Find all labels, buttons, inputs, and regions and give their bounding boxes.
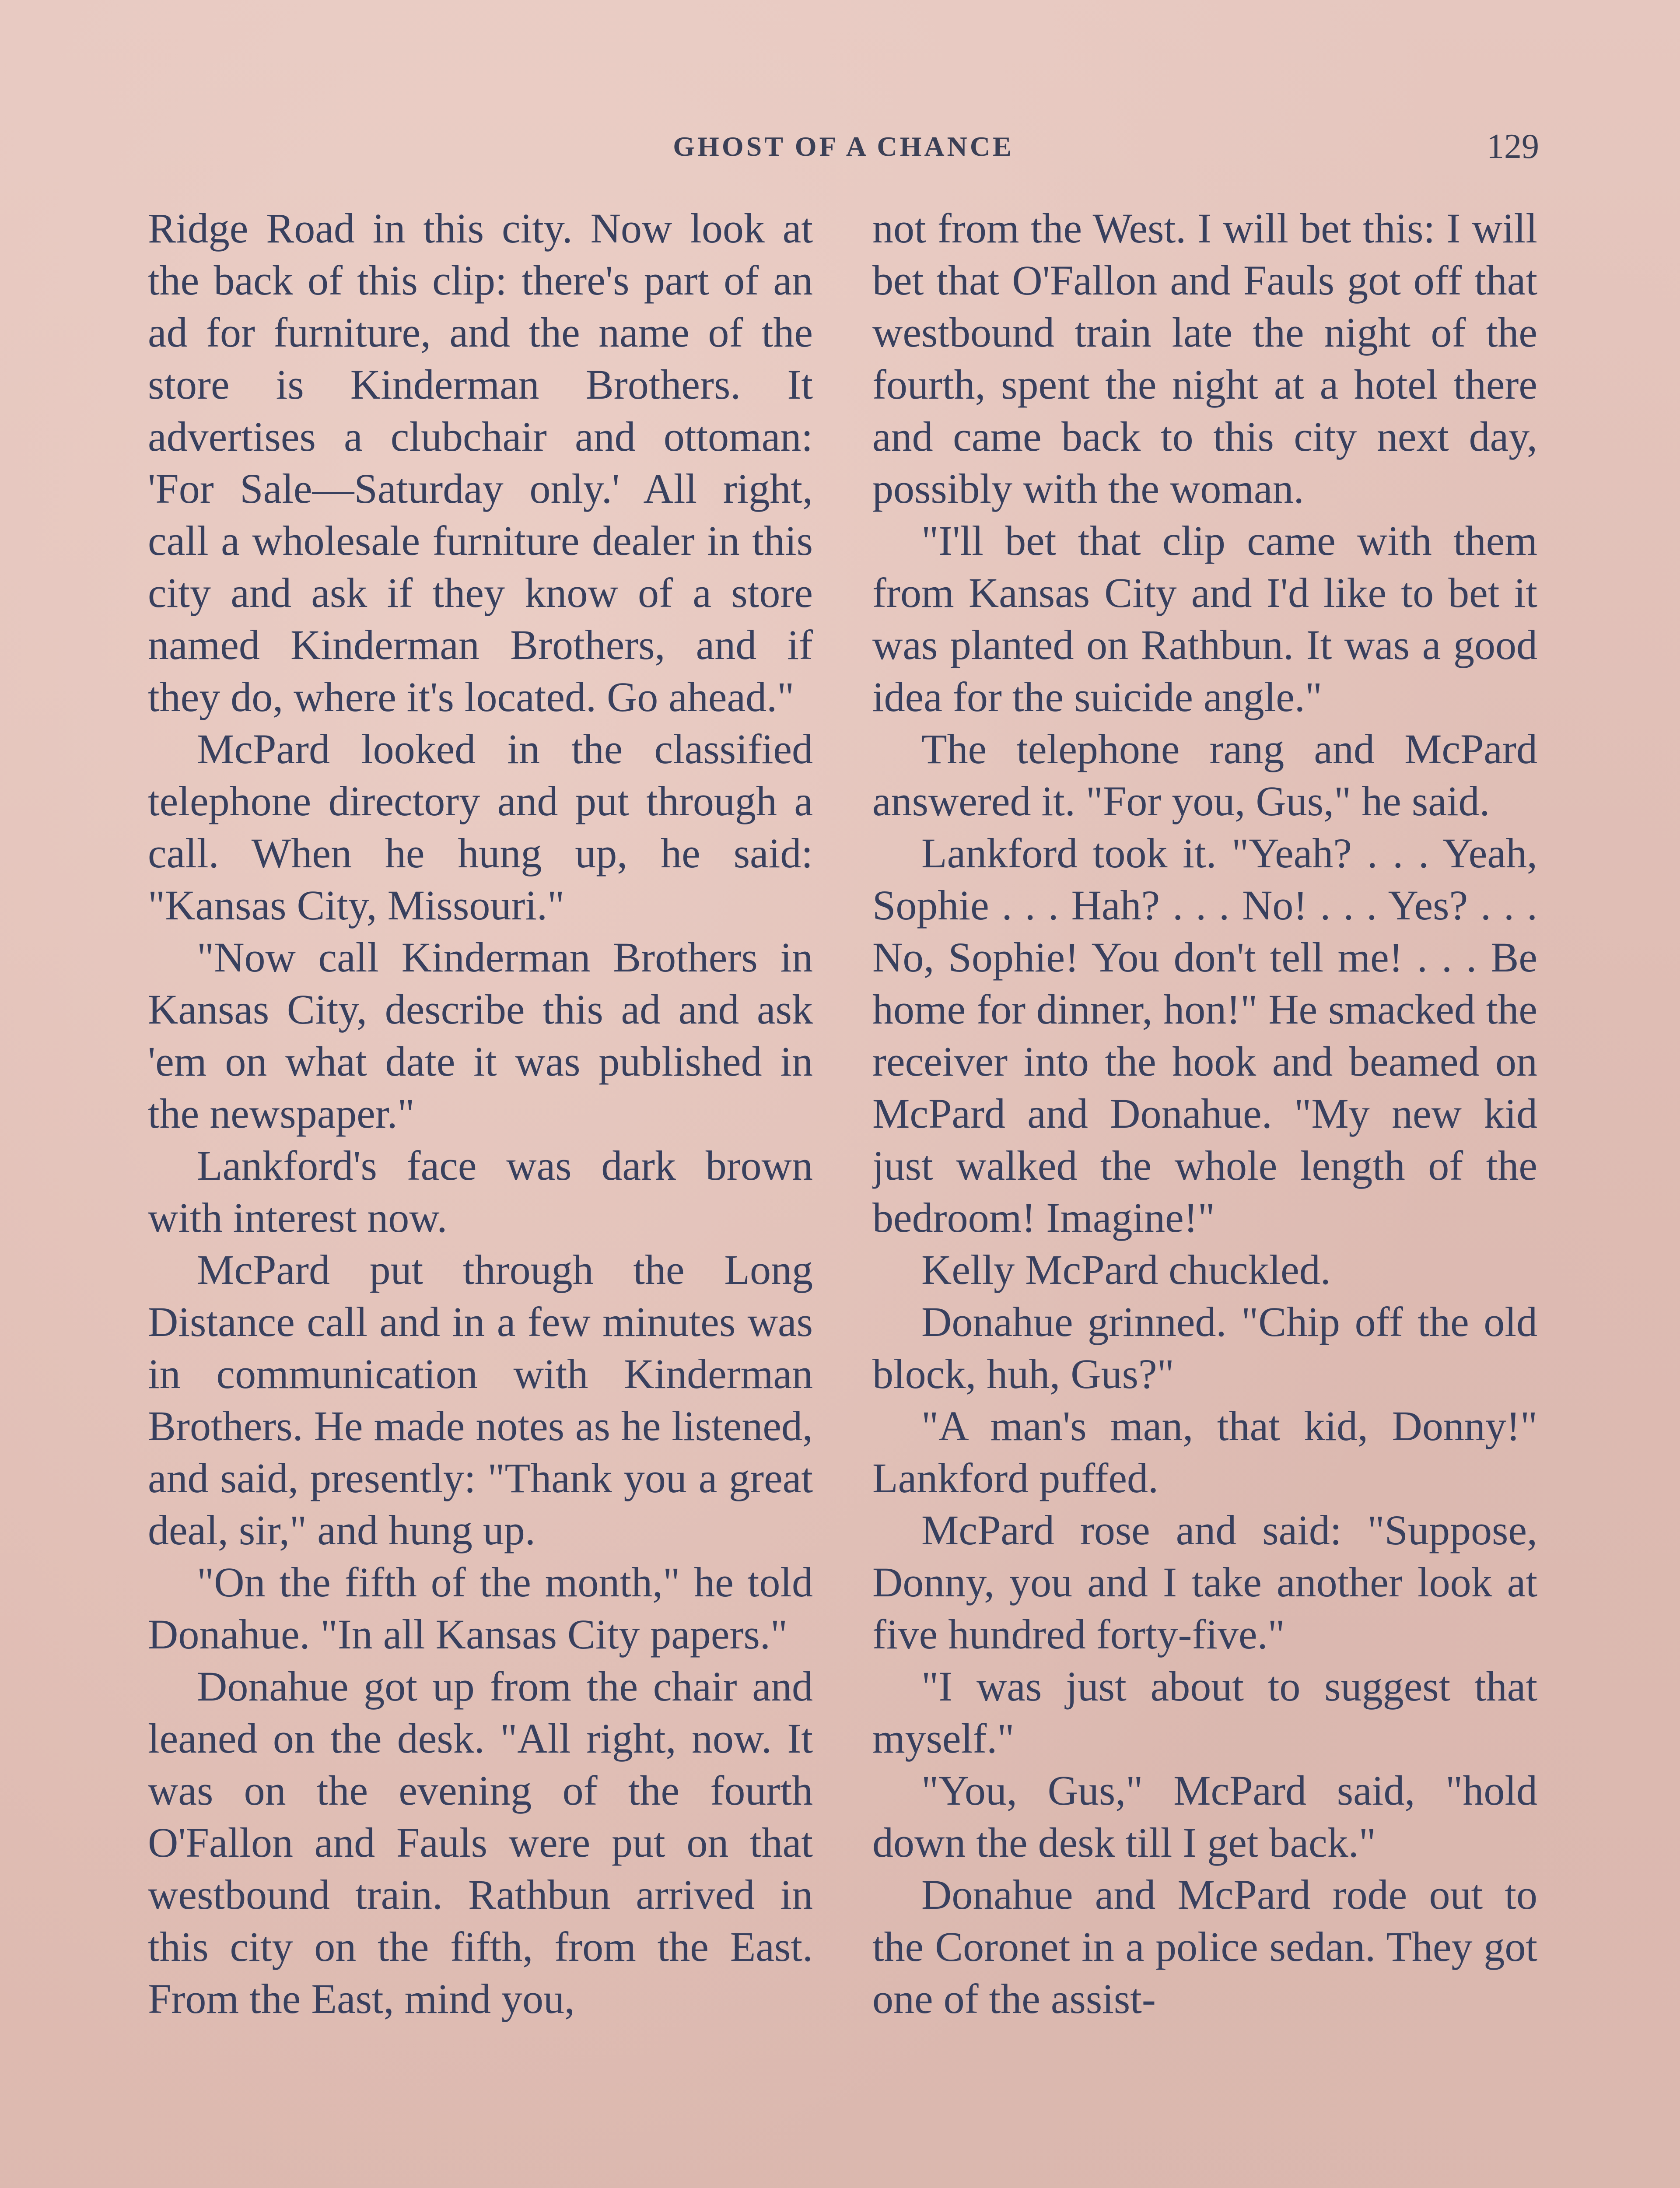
page-header xyxy=(148,127,1539,179)
page-number: 129 xyxy=(1487,127,1539,166)
paragraph: McPard put through the Long Distance call and in a few minutes was in communication with Kinderman Brothers. He made notes as he listened, and said, presently: "Thank you a great deal, sir," and hung up. xyxy=(148,1246,813,1553)
running-title: GHOST OF A CHANCE xyxy=(673,131,1014,162)
paragraph: "You, Gus," McPard said, "hold down the desk till I get back." xyxy=(872,1767,1537,1866)
paragraph: "On the fifth of the month," he told Donahue. "In all Kansas City papers." xyxy=(148,1559,813,1658)
paragraph: The telephone rang and McPard answered it. "For you, Gus," he said. xyxy=(872,726,1537,824)
paragraph: not from the West. I will bet this: I will bet that O'Fallon and Fauls got off that westbound train late the night of the fourth, spent the night at a hotel there and came back to this city next day, possibly with the woman. xyxy=(872,205,1537,512)
left-text-column xyxy=(148,202,813,2188)
paragraph: "A man's man, that kid, Donny!" Lankford puffed. xyxy=(872,1403,1537,1501)
paragraph: Ridge Road in this city. Now look at the back of this clip: there's part of an ad for furniture, and the name of the store is Kinderman Brothers. It advertises a clubchair and ottoman: 'For Sale—Saturday only.' All right, call a wholesale furniture dealer in this city and ask if they know of a store named Kinderman Brothers, and if they do, where it's located. Go ahead." xyxy=(148,205,813,720)
paragraph: McPard rose and said: "Suppose, Donny, you and I take another look at five hundred forty-five." xyxy=(872,1507,1537,1658)
right-text-column xyxy=(872,202,1537,2188)
paragraph: "Now call Kinderman Brothers in Kansas City, describe this ad and ask 'em on what date it was published in the newspaper." xyxy=(148,934,813,1137)
paragraph: Lankford took it. "Yeah? . . . Yeah, Sophie . . . Hah? . . . No! . . . Yes? . . . No, Sophie! You don't tell me! . . . Be home for dinner, hon!" He smacked the receiver into the hook and beamed on McPard and Donahue. "My new kid just walked the whole length of the bedroom! Imagine!" xyxy=(872,830,1537,1241)
paragraph: Donahue grinned. "Chip off the old block, huh, Gus?" xyxy=(872,1298,1537,1397)
paragraph: Donahue got up from the chair and leaned on the desk. "All right, now. It was on the evening of the fourth O'Fallon and Fauls were put on that westbound train. Rathbun arrived in this city on the fifth, from the East. From the East, mind you, xyxy=(148,1663,813,2022)
paragraph: McPard looked in the classified telephone directory and put through a call. When he hung up, he said: "Kansas City, Missouri." xyxy=(148,726,813,929)
paragraph: Kelly McPard chuckled. xyxy=(921,1246,1331,1293)
paragraph: "I'll bet that clip came with them from Kansas City and I'd like to bet it was planted on Rathbun. It was a good idea for the suicide angle." xyxy=(872,517,1537,720)
paragraph: "I was just about to suggest that myself." xyxy=(872,1663,1537,1762)
paragraph: Donahue and McPard rode out to the Coronet in a police sedan. They got one of the assist- xyxy=(872,1871,1537,2022)
paragraph: Lankford's face was dark brown with interest now. xyxy=(148,1142,813,1241)
